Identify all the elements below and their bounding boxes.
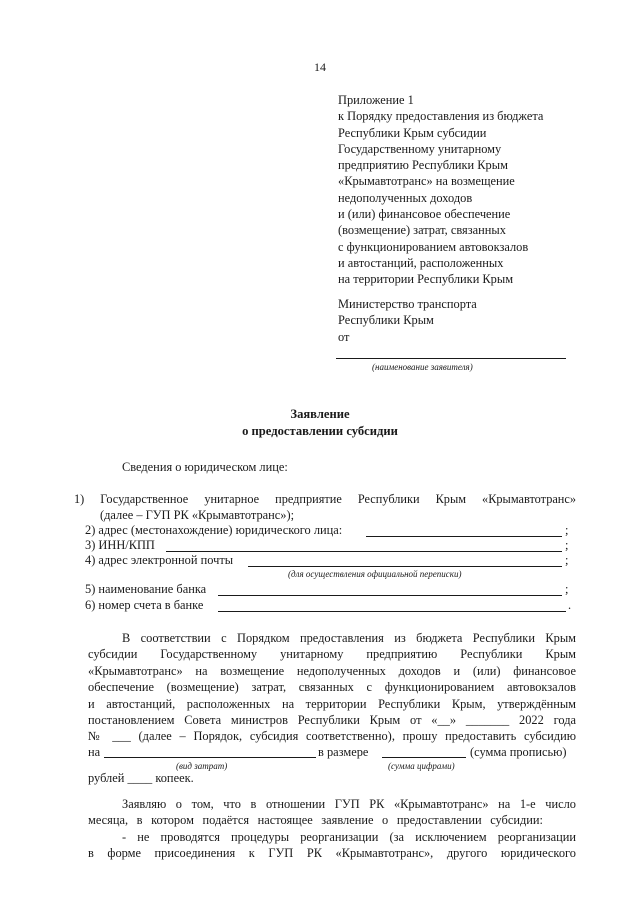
document-title: Заявление: [290, 407, 350, 421]
field-5-label: 5) наименование банка: [85, 582, 207, 596]
page-number: 14: [314, 60, 326, 74]
field-1-line: 1) Государственное унитарное предприятие Республики Крым «Крымавтотранс»: [74, 492, 576, 506]
amount-label: в размере: [318, 745, 369, 759]
appendix-line: «Крымавтотранс» на возмещение: [338, 174, 515, 189]
field-2-end: ;: [565, 523, 569, 537]
paragraph-line: субсидии Государственному унитарному предприятию Республики Крым: [88, 647, 576, 662]
document-subtitle: о предоставлении субсидии: [242, 424, 398, 438]
paragraph-line: постановлением Совета министров Республики Крым от «__» _______ 2022 года: [88, 713, 576, 728]
field-4-caption: (для осуществления официальной переписки): [288, 569, 462, 579]
appendix-line: и (или) финансовое обеспечение: [338, 207, 511, 222]
paragraph-line: в форме присоединения к ГУП РК «Крымавтотранс», другого юридического: [88, 846, 576, 861]
field-5-end: ;: [565, 582, 569, 596]
appendix-line: к Порядку предоставления из бюджета: [338, 109, 544, 124]
addressee-line: Министерство транспорта: [338, 297, 477, 311]
cost-type-caption: (вид затрат): [176, 761, 228, 771]
cost-type-line: [104, 757, 316, 758]
field-3-line: [166, 551, 562, 552]
field-3-end: ;: [565, 538, 569, 552]
legal-entity-heading: Сведения о юридическом лице:: [122, 460, 288, 474]
paragraph-line: В соответствии с Порядком предоставления из бюджета Республики Крым: [122, 631, 576, 645]
field-4-label: 4) адрес электронной почты: [85, 553, 234, 567]
field-6-label: 6) номер счета в банке: [85, 598, 204, 612]
paragraph-line: «Крымавтотранс» на возмещение недополученных доходов и (или) финансовое: [88, 663, 576, 678]
field-2-line: [366, 536, 562, 537]
appendix-line: предприятию Республики Крым: [338, 158, 508, 173]
field-1-line: (далее – ГУП РК «Крымавтотранс»);: [100, 508, 295, 522]
appendix-line: Государственному унитарному: [338, 141, 502, 156]
paragraph-line: и автостанций, расположенных на территории Республики Крым, утверждённым: [88, 696, 576, 711]
appendix-line: недополученных доходов: [338, 190, 473, 205]
appendix-line: и автостанций, расположенных: [338, 255, 504, 270]
appendix-line: Приложение 1: [338, 93, 414, 107]
field-4-end: ;: [565, 553, 569, 567]
appendix-line: (возмещение) затрат, связанных: [338, 223, 506, 238]
addressee-line: Республики Крым: [338, 313, 434, 328]
paragraph-line: обеспечение (возмещение) затрат, связанных с функционированием автовокзалов: [88, 680, 576, 695]
field-5-line: [218, 595, 562, 596]
paragraph-1: [88, 630, 576, 745]
applicant-caption: (наименование заявителя): [372, 362, 473, 372]
field-2-label: 2) адрес (местонахождение) юридического лица:: [85, 523, 343, 537]
addressee-line: от: [338, 329, 350, 344]
amount-digits-line: [382, 757, 466, 758]
paragraph-line: месяца, в котором подаётся настоящее заявление о предоставлении субсидии:: [88, 813, 543, 828]
paragraph-line: Заявляю о том, что в отношении ГУП РК «Крымавтотранс» на 1-е число: [122, 797, 576, 811]
field-6-line: [218, 611, 566, 612]
paragraph-line: - не проводятся процедуры реорганизации (за исключением реорганизации: [122, 829, 576, 844]
amount-words-label: (сумма прописью): [470, 745, 567, 759]
appendix-line: с функционированием автовокзалов: [338, 239, 529, 254]
paragraph-line: № ___ (далее – Порядок, субсидия соответственно), прошу предоставить субсидию: [88, 729, 576, 744]
appendix-header: [338, 92, 543, 288]
appendix-line: Республики Крым субсидии: [338, 125, 487, 140]
applicant-name-line: [336, 358, 566, 359]
rubles-line: рублей ____ копеек.: [88, 771, 194, 785]
amount-digits-caption: (сумма цифрами): [388, 761, 455, 771]
field-4-line: [248, 566, 562, 567]
field-6-end: .: [568, 598, 572, 612]
field-3-label: 3) ИНН/КПП: [85, 538, 155, 552]
paragraph-2: [88, 796, 576, 862]
addressee-block: [338, 296, 477, 345]
on-label: на: [88, 745, 101, 759]
appendix-line: на территории Республики Крым: [338, 272, 514, 287]
